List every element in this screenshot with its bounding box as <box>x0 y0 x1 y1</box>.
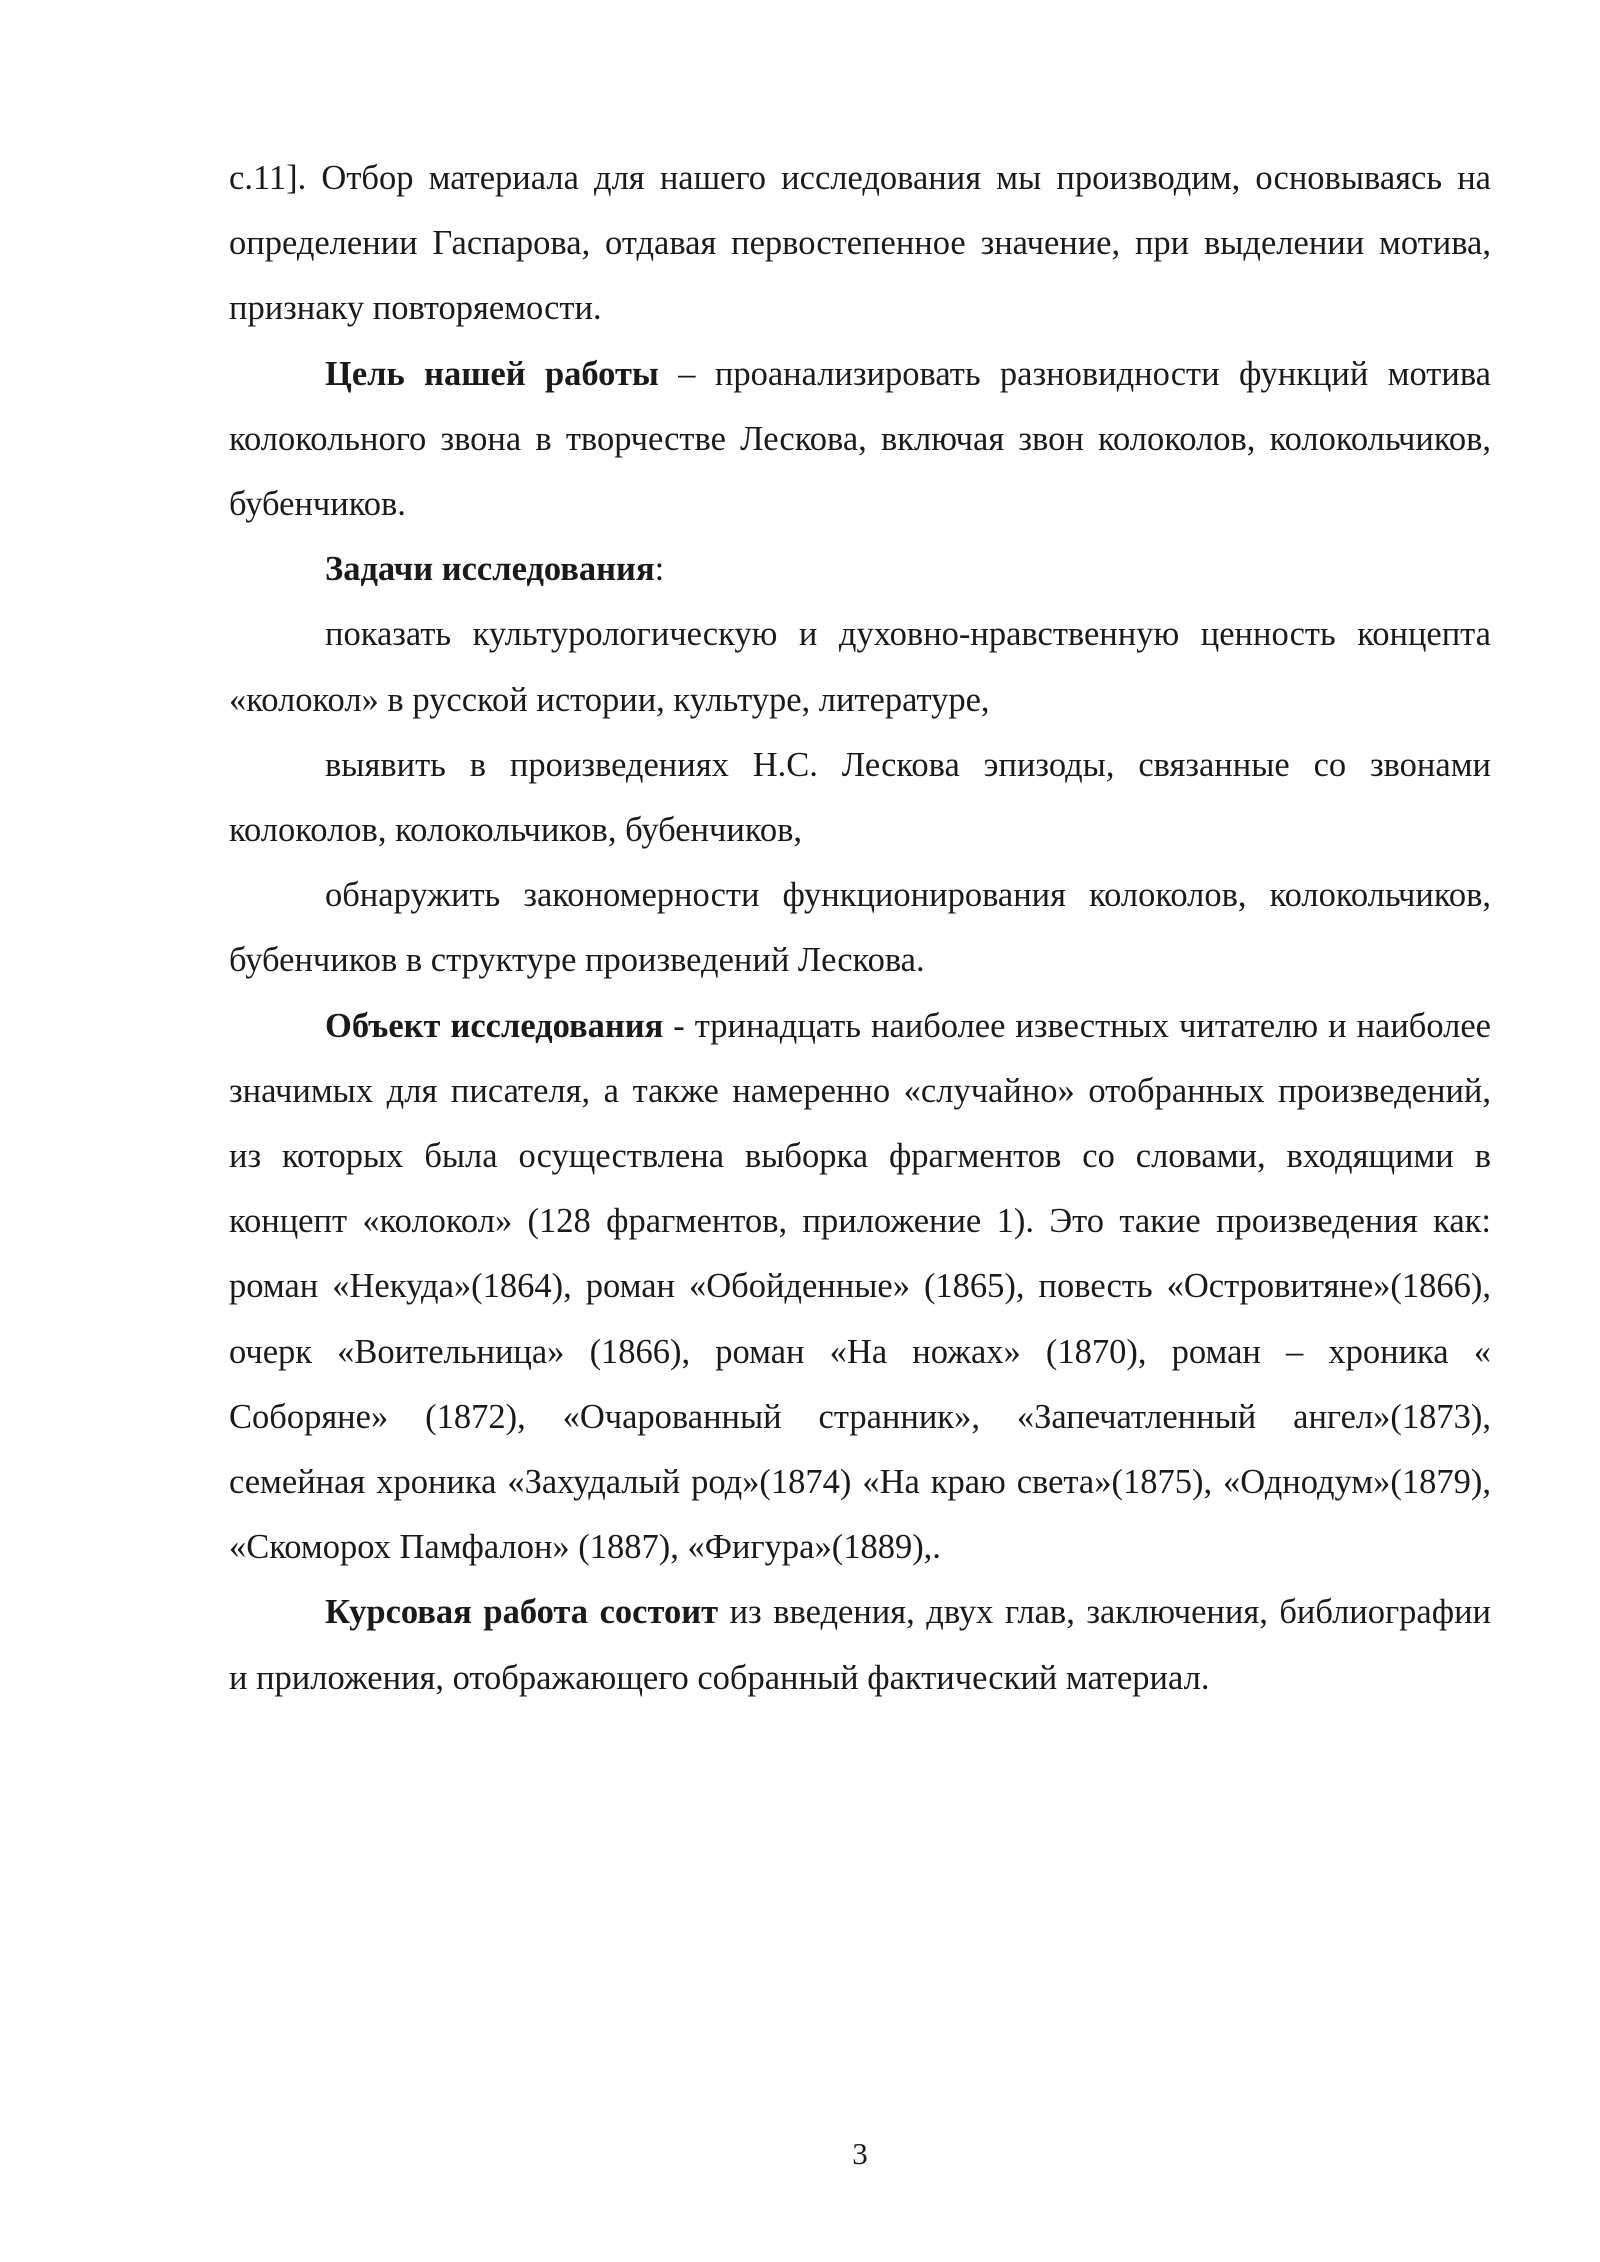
structure-text: из введения, двух глав, заключения, библиографии и приложения, отображающего собранный фактический материал. <box>229 1593 1492 1697</box>
tasks-heading: Задачи исследования <box>325 550 655 589</box>
tasks-colon: : <box>654 550 665 589</box>
paragraph-task-2: выявить в произведениях Н.С. Лескова эпизоды, связанные со звонами колоколов, колокольчиков, бубенчиков, <box>229 745 1491 850</box>
structure-heading: Курсовая работа состоит <box>325 1593 719 1632</box>
paragraph-intro: с.11]. Отбор материала для нашего исследования мы производим, основываясь на определении Гаспарова, отдавая первостепенное значение, при выделении мотива, признаку повторяемости. <box>229 159 1491 328</box>
page-number: 3 <box>852 2136 868 2171</box>
document-body <box>229 146 1491 1711</box>
paragraph-task-1: показать культурологическую и духовно-нравственную ценность концепта «колокол» в русской истории, культуре, литературе, <box>229 615 1491 719</box>
object-text: - тринадцать наиболее известных читателю и наиболее значимых для писателя, а также намеренно «случайно» отобранных произведений, из которых была осуществлена выборка фрагментов со словами, входящими в концепт «колокол» (128 фрагментов, приложение 1). Это такие произведения как: роман «Некуда»(1864), роман «Обойденные» (1865), повесть «Островитяне»(1866), очерк «Воительница» (1866), роман «На ножах» (1870), роман – хроника « Соборяне» (1872), «Очарованный странник», «Запечатленный ангел»(1873), семейная хроника «Захудалый род»(1874) «На краю света»(1875), «Однодум»(1879), «Скоморох Памфалон» (1887), «Фигура»(1889),. <box>229 1006 1491 1567</box>
object-heading: Объект исследования <box>325 1006 664 1045</box>
paragraph-goal <box>229 342 1491 538</box>
goal-text: – проанализировать разновидности функций мотива колокольного звона в творчестве Лескова, включая звон колоколов, колокольчиков, бубенчиков. <box>229 354 1491 524</box>
paragraph-structure <box>229 1580 1491 1710</box>
paragraph-object <box>229 994 1491 1581</box>
goal-heading: Цель нашей работы <box>325 354 659 393</box>
paragraph-task-3: обнаружить закономерности функционирования колоколов, колокольчиков, бубенчиков в структуре произведений Лескова. <box>229 876 1491 980</box>
paragraph-tasks-heading <box>229 537 1491 602</box>
